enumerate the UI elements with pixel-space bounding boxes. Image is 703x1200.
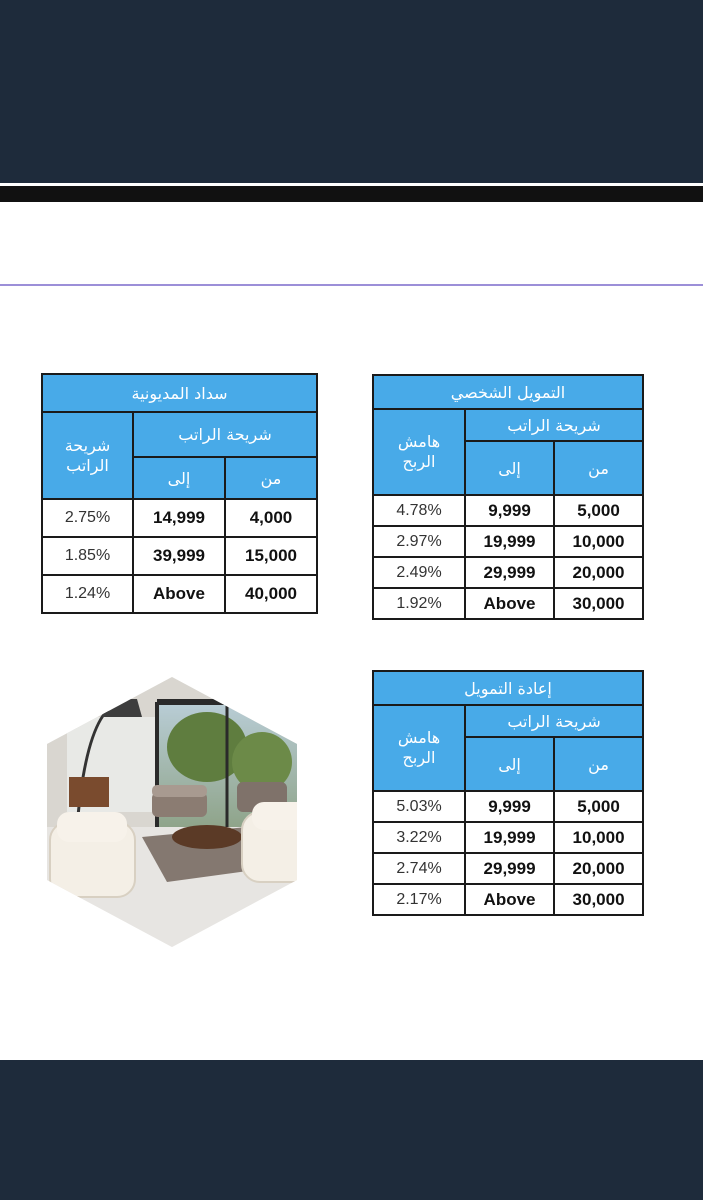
table-row: 10,000 19,999 3.22%	[373, 822, 643, 853]
refinance-title: إعادة التمويل	[373, 671, 643, 705]
from-header: من	[554, 737, 643, 791]
salary-bracket-header: شريحة الراتب	[133, 412, 317, 457]
table-row: 5,000 9,999 4.78%	[373, 495, 643, 526]
bottom-dark-bar	[0, 1060, 703, 1200]
to-header: إلى	[133, 457, 225, 499]
table-row: 30,000 Above 2.17%	[373, 884, 643, 915]
debt-settlement-table	[41, 373, 318, 614]
to-header: إلى	[465, 441, 554, 495]
personal-finance-title: التمويل الشخصي	[373, 375, 643, 409]
top-dark-bar	[0, 0, 703, 183]
table-row: 20,000 29,999 2.74%	[373, 853, 643, 884]
table-row: 10,000 19,999 2.97%	[373, 526, 643, 557]
purple-divider-line	[0, 284, 703, 286]
table-row: 5,000 9,999 5.03%	[373, 791, 643, 822]
refinance-table	[372, 670, 644, 916]
from-header: من	[225, 457, 317, 499]
table-row: 20,000 29,999 2.49%	[373, 557, 643, 588]
profit-margin-header: هامش الربح	[373, 409, 465, 495]
living-room-photo	[47, 677, 297, 947]
table-row: 4,000 14,999 2.75%	[42, 499, 317, 537]
personal-finance-table	[372, 374, 644, 620]
salary-bracket-header: شريحة الراتب	[465, 409, 643, 441]
from-header: من	[554, 441, 643, 495]
table-row: 40,000 Above 1.24%	[42, 575, 317, 613]
salary-bracket-side-header: شريحة الراتب	[42, 412, 133, 499]
table-row: 15,000 39,999 1.85%	[42, 537, 317, 575]
salary-bracket-header: شريحة الراتب	[465, 705, 643, 737]
debt-settlement-title: سداد المديونية	[42, 374, 317, 412]
black-divider-band	[0, 186, 703, 202]
table-row: 30,000 Above 1.92%	[373, 588, 643, 619]
to-header: إلى	[465, 737, 554, 791]
profit-margin-header: هامش الربح	[373, 705, 465, 791]
